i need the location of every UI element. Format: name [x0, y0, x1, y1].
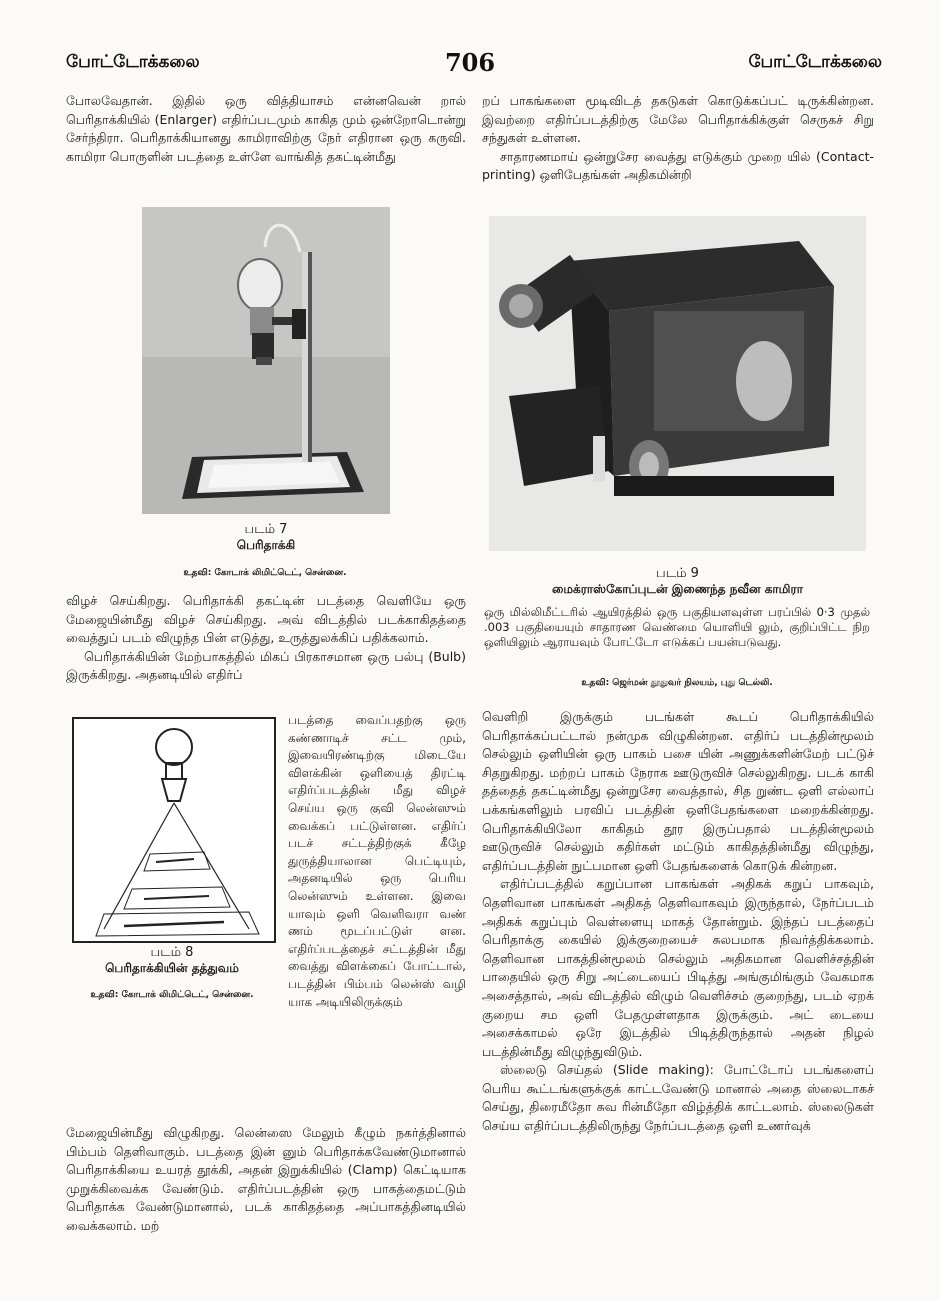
figure9-credit: உதவி: ஜெர்மன் தூதுவர் நிலயம், புது டெல்லி. [581, 678, 773, 688]
figure9-description: ஒரு மில்லிமீட்டரில் ஆயிரத்தில் ஒரு பகுதியளவுள்ள பரப்பில் 0·3 முதல் .003 பகுதியையும் சாதாரண வெண்மை யொளியி லும், குறிப்பிட்ட நிற ஒளியிலும் ஆராயவும் போட்டோ எடுக்கப் பயன்படுவது. [484, 605, 870, 649]
enlarger-illustration [142, 207, 390, 514]
running-header-right: போட்டோக்கலை [748, 52, 882, 72]
paragraph: வெளிறி இருக்கும் படங்கள் கூடப் பெரிதாக்கியில் பெரிதாக்கப்பட்டால் நன்முக விழுகின்றன. எதிர்ப் படத்தின்மூலம் செல்லும் ஒளியின் ஒரு பாகம் பசை யின் அணுக்களின்மேற் பட்டுச் சிதறுகிறது. மற்றப் பாகம் நேராக ஊடுருவிச் செல்லுகிறது. படக் காகி தத்தைத் தகட்டின்மீது ஒன்றுசேர வைத்தால், சித றுண்ட ஒளி எல்லாப் பக்கங்களிலும் பரவிப் படத்தின் ஒளிபேதங்களை மறைக்கின்றது. பெரிதாக்கியிலோ காகிதம் தூர இருப்பதால் படத்தின்மூலம் ஊடுருவிச் செல்லும் கதிர்கள் மட்டும் காகிதத்தின்மீது விழுந்து, எதிர்ப்படத்தின் நுட்பமான ஒளி பேதங்களைக் கொடுக் கின்றன. [482, 709, 874, 873]
paragraph: எதிர்ப்படத்தில் கறுப்பான பாகங்கள் அதிகக் கறுப் பாகவும், தெளிவான பாகங்கள் அதிகத் தெளிவாகவும் இருந்தால், நேர்ப்படம் அதிகக் கறுப்பும் வெள்ளையு மாகத் தோன்றும். இந்தப் படத்தைப் பெரிதாக்கு கையில் இக்குறையைச் சுலபமாக நிவர்த்திக்கலாம். தெளிவான பாகத்தின்மூலம் செல்லும் அதிகமான வெளிச்சத்தின் பாதையில் ஒரு சிறு அட்டையைப் பிடித்து அங்குமிங்கும் வேகமாக அசைத்தால், அவ் விடத்தில் விழும் வெளிச்சம் குறைந்து, படம் ஏறக் குறைய சம ஒளி பேதமுள்ளதாக இருக்கும். அட் டையை அசைக்காமல் ஒரே இடத்தில் பிடித்திருந்தால் அதன் நிழல் படத்தின்மீது விழுந்துவிடும். [482, 876, 874, 1059]
microscope-camera-photo [489, 216, 866, 551]
paragraph: றப் பாகங்களை மூடிவிடத் தகடுகள் கொடுக்கப்பட் டிருக்கின்றன. இவற்றை எதிர்ப்படத்திற்கு மேலே பெரிதாக்கிக்குள் செருகச் சிறு சந்துகள் உள்ளன. [482, 93, 874, 146]
right-column-intro [482, 92, 874, 185]
figure-number: படம் 8 [150, 945, 194, 960]
enlarger-photo [142, 207, 390, 514]
paragraph: பெரிதாக்கியின் மேற்பாகத்தில் மிகப் பிரகாசமான ஒரு பல்பு (Bulb) இருக்கிறது. அதனடியில் எதிர்ப் [66, 648, 466, 683]
running-header-left: போட்டோக்கலை [66, 52, 200, 72]
figure8-credit: உதவி: கோடாக் லிமிட்டெட், சென்னை. [90, 990, 254, 1000]
figure-number: படம் 7 [244, 522, 288, 537]
figure9-caption [489, 566, 866, 598]
paragraph: சாதாரணமாய் ஒன்றுசேர வைத்து எடுக்கும் முறை யில் (Contact-printing) ஒளிபேதங்கள் அதிகமின்றி [482, 148, 874, 183]
left-column-bottom [66, 1124, 466, 1236]
paragraph: போலவேதான். இதில் ஒரு வித்தியாசம் என்னவென் றால் பெரிதாக்கியில் (Enlarger) எதிர்ப்படமும் காகித மும் ஒன்றோடொன்று சேர்ந்திரா. பெரிதாக்கியானது காமிராவிற்கு நேர் எதிரான ஒரு கருவி. காமிரா பொருளின் படத்தை உள்ளே வாங்கித் தகட்டின்மீது [66, 93, 466, 164]
figure8-caption [72, 945, 272, 977]
figure7-credit: உதவி: கோடாக் லிமிட்டெட், சென்னை. [183, 568, 347, 578]
figure-title: மைக்ராஸ்கோப்புடன் இணைந்த நவீன காமிரா [552, 582, 803, 596]
figure-title: பெரிதாக்கியின் தத்துவம் [105, 961, 239, 975]
enlarger-principle-diagram [72, 717, 276, 943]
figure-number: படம் 9 [656, 566, 699, 581]
left-column-body [66, 592, 466, 685]
page-number: 706 [444, 48, 496, 77]
left-column-intro [66, 92, 466, 166]
figure-title: பெரிதாக்கி [236, 538, 296, 552]
paragraph: மேஜையின்மீது விழுகிறது. லென்ஸை மேலும் கீழும் நகர்த்தினால் பிம்பம் தெளிவாகும். படத்தை இன் னும் பெரிதாக்கவேண்டுமானால் பெரிதாக்கியை உயரத் தூக்கி, அதன் இறுக்கியில் (Clamp) கெட்டியாக முறுக்கிவைக்க வேண்டும். எதிர்ப்படத்தின் ஒரு பாகத்தைமட்டும் பெரிதாக்க வேண்டுமானால், படக் காகிதத்தை அப்பாகத்தினடியில் வைக்கலாம். மற் [66, 1125, 466, 1233]
left-column-beside-figure8 [288, 712, 466, 1011]
enlarger-principle-illustration [74, 719, 274, 941]
right-column-body [482, 708, 874, 1136]
figure7-caption [142, 522, 390, 554]
paragraph: ஸ்லைடு செய்தல் (Slide making): போட்டோப் படங்களைப் பெரிய கூட்டங்களுக்குக் காட்டவேண்டு மானால் அதை ஸ்லைடாகச் செய்து, திரைமீதோ சுவ ரின்மீதோ விழ்த்திக் காட்டலாம். ஸ்லைடுகள் செய்ய எதிர்ப்படத்திலிருந்து நேர்ப்படத்தை ஒளி உணர்வுக் [482, 1062, 874, 1134]
paragraph: படத்தை வைப்பதற்கு ஒரு கண்ணாடிச் சட்ட மும், இவையிரண்டிற்கு மிடையே விளக்கின் ஒளியைத் திரட்டி எதிர்ப்படத்தின் மீது விழச் செய்ய ஒரு குவி லென்ஸும் வைக்கப் பட்டுள்ளன. எதிர்ப் படச் சட்டத்திற்குக் கீழே துருத்தியாலான பெட்டியும், அதனடியில் ஒரு பெரிய லென்ஸும் உள்ளன. இவை யாவும் ஒளி வெளிவரா வண் ணம் மூடப்பட்டுள் ளன. எதிர்ப்படத்தைச் சட்டத்தின் மீது வைத்து விளக்கைப் போட்டால், படத்தின் பிம்பம் லென்ஸ் வழி யாக அடியிலிருக்கும் [288, 713, 466, 1009]
microscope-camera-illustration [489, 216, 866, 551]
paragraph: விழச் செய்கிறது. பெரிதாக்கி தகட்டின் படத்தை வெளியே ஒரு மேஜையின்மீது விழச் செய்கிறது. அவ் விடத்தில் படக்காகிதத்தை வைத்துப் படம் விழுந்த பின் எடுத்து, உருத்துலக்கிப் பதிக்கலாம். [66, 593, 466, 646]
